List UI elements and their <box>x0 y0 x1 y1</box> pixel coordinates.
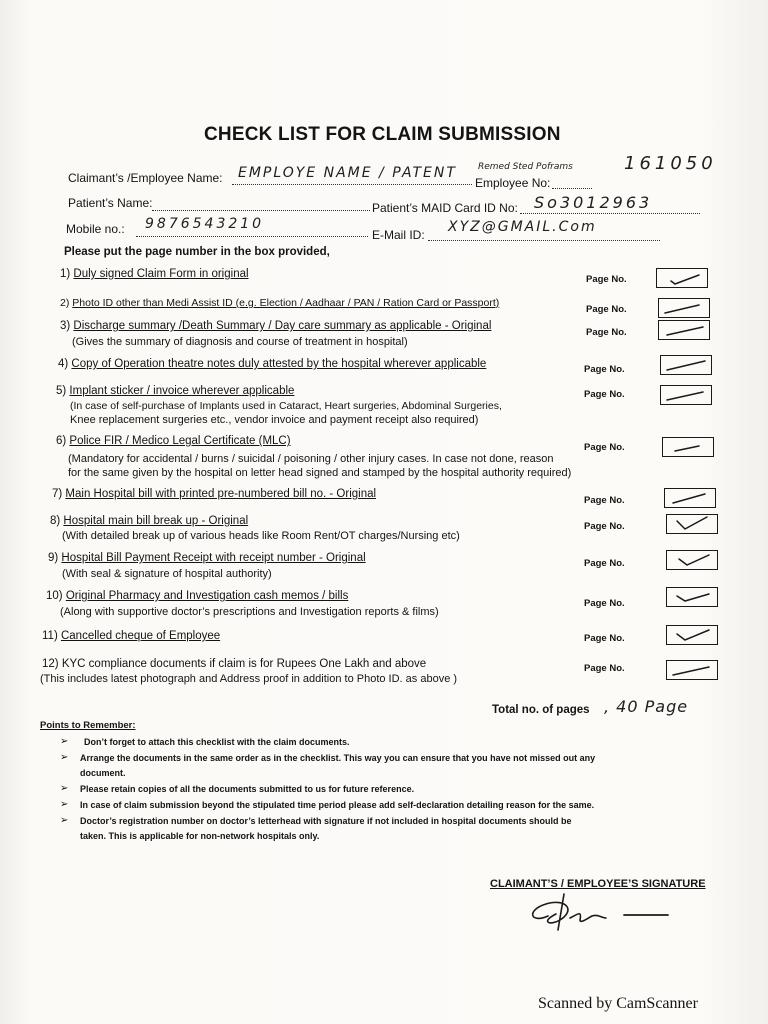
employee-no-note: Remed Sted Poframs <box>478 162 573 172</box>
page-no-box[interactable] <box>666 550 718 570</box>
item-number: 2) <box>60 297 73 309</box>
point-text: Don’t forget to attach this checklist with the claim documents. <box>84 737 350 747</box>
patient-label: Patient’s Name: <box>68 196 153 210</box>
tick-mark <box>667 588 719 608</box>
item-text: Duly signed Claim Form in original <box>73 268 249 280</box>
page-no-label: Page No. <box>584 633 625 644</box>
total-value: , 40 Page <box>604 697 689 716</box>
page-no-box[interactable] <box>666 660 718 680</box>
item-text: Photo ID other than Medi Assist ID (e.g. Election / Aadhaar / PAN / Ration Card or Passport) <box>72 297 500 309</box>
point-text: taken. This is applicable for non-network hospitals only. <box>80 831 320 841</box>
page-no-box[interactable] <box>662 437 714 457</box>
page-no-box[interactable] <box>660 355 712 375</box>
page-no-label: Page No. <box>584 558 625 569</box>
item-number: 4) <box>58 358 72 370</box>
item-text: Original Pharmacy and Investigation cash memos / bills <box>65 590 349 602</box>
item-number: 3) <box>60 320 74 332</box>
tick-mark <box>657 269 709 289</box>
employee-no-line <box>552 188 592 189</box>
maid-value: So3012963 <box>534 193 653 212</box>
item-subtext: (Gives the summary of diagnosis and course of treatment in hospital) <box>72 336 408 348</box>
item-subtext: (Along with supportive doctor’s prescriptions and Investigation reports & films) <box>60 606 439 618</box>
item-text: KYC compliance documents if claim is for Rupees One Lakh and above <box>61 658 427 670</box>
item-text: Hospital Bill Payment Receipt with receipt number - Original <box>61 552 366 564</box>
checklist-item <box>48 552 366 564</box>
checklist-item <box>42 658 426 670</box>
checklist-item <box>52 488 376 500</box>
claimant-label: Claimant’s /Employee Name: <box>68 171 223 185</box>
checklist-item <box>56 385 294 397</box>
item-number: 8) <box>50 515 64 527</box>
item-text: Discharge summary /Death Summary / Day care summary as applicable - Original <box>73 320 492 332</box>
item-number: 6) <box>56 435 70 447</box>
scanner-footer: Scanned by CamScanner <box>538 995 698 1012</box>
page-no-label: Page No. <box>586 327 627 338</box>
arrow-bullet-icon: ➢ <box>60 799 69 810</box>
point-text: document. <box>80 768 126 778</box>
tick-mark <box>667 551 719 571</box>
item-number: 12) <box>42 658 62 670</box>
tick-mark <box>659 321 711 341</box>
checklist-item <box>60 320 491 332</box>
checklist-item <box>56 435 291 447</box>
item-number: 11) <box>42 630 61 642</box>
page-no-box[interactable] <box>666 587 718 607</box>
total-label: Total no. of pages <box>492 704 590 716</box>
point-text: Please retain copies of all the documents submitted to us for future reference. <box>80 784 415 794</box>
item-subtext: (In case of self-purchase of Implants used in Cataract, Heart surgeries, Abdominal Surgeries, <box>70 400 502 412</box>
item-number: 5) <box>56 385 70 397</box>
item-number: 10) <box>46 590 66 602</box>
mobile-value: 9876543210 <box>145 216 265 232</box>
item-subtext: (With detailed break up of various heads like Room Rent/OT charges/Nursing etc) <box>62 530 460 542</box>
item-number: 9) <box>48 552 62 564</box>
mobile-label: Mobile no.: <box>66 222 125 236</box>
item-text: Cancelled cheque of Employee <box>60 630 221 642</box>
tick-mark <box>667 515 719 535</box>
tick-mark <box>665 489 717 509</box>
mobile-line <box>136 236 368 237</box>
page-no-label: Page No. <box>586 304 627 315</box>
page-no-label: Page No. <box>586 274 627 285</box>
page-no-label: Page No. <box>584 389 625 400</box>
page-no-box[interactable] <box>658 298 710 318</box>
item-number: 1) <box>60 268 74 280</box>
page-no-label: Page No. <box>584 663 625 674</box>
item-subtext: for the same given by the hospital on letter head signed and stamped by the hospital authority required) <box>68 467 572 479</box>
instruction: Please put the page number in the box provided, <box>64 246 330 258</box>
tick-mark <box>667 661 719 681</box>
point-text: Doctor’s registration number on doctor’s letterhead with signature if not included in hospital documents should be <box>80 816 572 826</box>
item-text: Copy of Operation theatre notes duly attested by the hospital wherever applicable <box>71 358 487 370</box>
page-no-box[interactable] <box>660 385 712 405</box>
checklist-item <box>60 268 249 280</box>
page-no-label: Page No. <box>584 521 625 532</box>
point-text: Arrange the documents in the same order as in the checklist. This way you can ensure that you have not missed out any <box>80 753 596 763</box>
arrow-bullet-icon: ➢ <box>60 736 69 747</box>
page-no-box[interactable] <box>664 488 716 508</box>
item-text: Main Hospital bill with printed pre-numbered bill no. - Original <box>65 488 377 500</box>
maid-line <box>520 213 700 214</box>
checklist-item <box>58 358 486 370</box>
page-title: CHECK LIST FOR CLAIM SUBMISSION <box>204 124 561 145</box>
page-no-label: Page No. <box>584 495 625 506</box>
checklist-item <box>42 630 220 642</box>
page-no-box[interactable] <box>656 268 708 288</box>
tick-mark <box>663 438 715 458</box>
tick-mark <box>661 386 713 406</box>
arrow-bullet-icon: ➢ <box>60 752 69 763</box>
page-no-box[interactable] <box>666 514 718 534</box>
page-no-box[interactable] <box>658 320 710 340</box>
claimant-value: EMPLOYE NAME / PATENT <box>238 165 457 181</box>
signature-scribble <box>520 888 700 936</box>
signature-label: CLAIMANT’S / EMPLOYEE’S SIGNATURE <box>490 878 706 890</box>
item-text: Implant sticker / invoice wherever applicable <box>69 385 295 397</box>
employee-no-label: Employee No: <box>475 176 551 190</box>
employee-no-value: 161050 <box>624 153 717 174</box>
claimant-line <box>232 184 472 185</box>
email-label: E-Mail ID: <box>372 228 425 242</box>
item-subtext: (This includes latest photograph and Address proof in addition to Photo ID. as above ) <box>40 673 458 685</box>
page-no-label: Page No. <box>584 364 625 375</box>
maid-label: Patient’s MAID Card ID No: <box>372 201 518 215</box>
item-text: Hospital main bill break up - Original <box>63 515 249 527</box>
page-no-box[interactable] <box>666 625 718 645</box>
points-title: Points to Remember: <box>40 720 136 731</box>
patient-line <box>152 210 370 211</box>
item-subtext: (With seal & signature of hospital authority) <box>62 568 272 580</box>
point-text: In case of claim submission beyond the stipulated time period please add self-declaration detailing reason for the same. <box>80 800 595 810</box>
item-number: 7) <box>52 488 66 500</box>
tick-mark <box>661 356 713 376</box>
item-text: Police FIR / Medico Legal Certificate (MLC) <box>69 435 291 447</box>
checklist-item <box>46 590 348 602</box>
email-value: XYZ@GMAIL.Com <box>448 219 597 235</box>
checklist-item <box>60 297 499 309</box>
arrow-bullet-icon: ➢ <box>60 783 69 794</box>
arrow-bullet-icon: ➢ <box>60 815 69 826</box>
email-line <box>428 240 660 241</box>
item-subtext: Knee replacement surgeries etc., vendor invoice and payment receipt also required) <box>70 414 479 426</box>
page-no-label: Page No. <box>584 442 625 453</box>
checklist-item <box>50 515 248 527</box>
tick-mark <box>659 299 711 319</box>
tick-mark <box>667 626 719 646</box>
page-no-label: Page No. <box>584 598 625 609</box>
item-subtext: (Mandatory for accidental / burns / suicidal / poisoning / other injury cases. In case not done, reason <box>68 453 554 465</box>
